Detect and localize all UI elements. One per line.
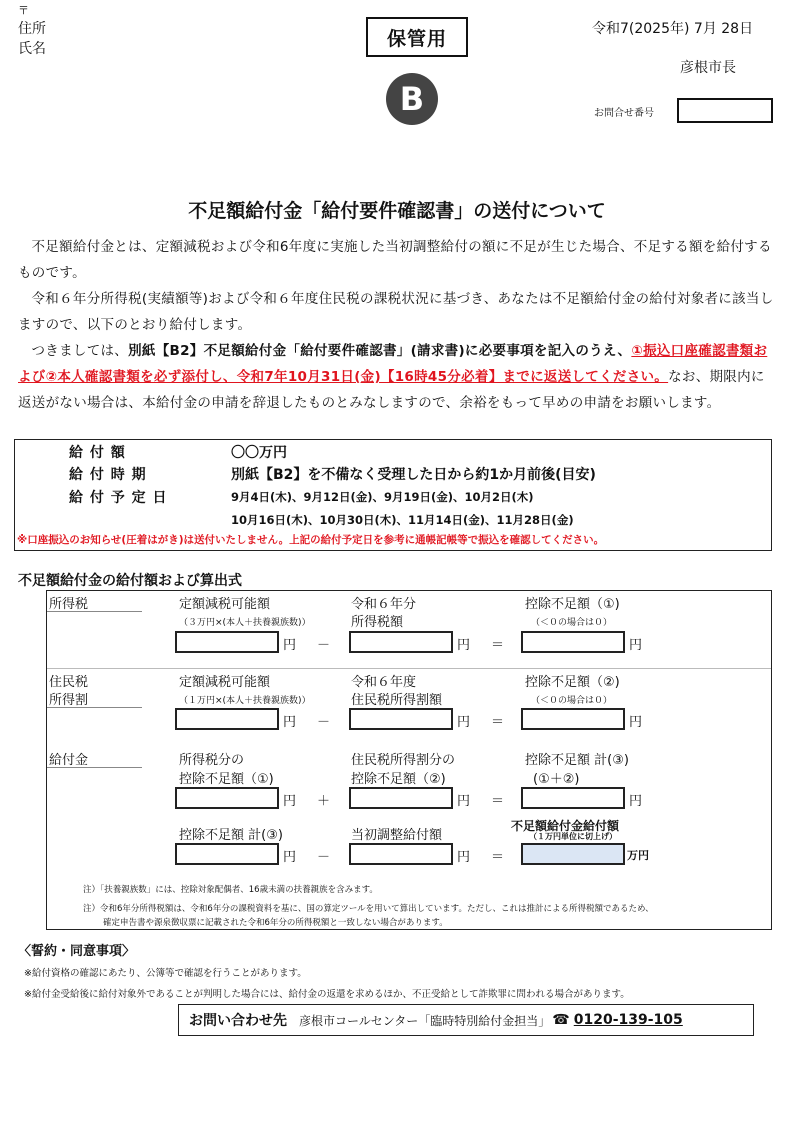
- payment-notice: ※口座振込のお知らせ(圧着はがき)は送付いたしません。上記の給付予定日を参考に通帳記帳等で振込を確認してください。: [17, 534, 605, 546]
- r2-c1-title: 定額減税可能額: [179, 675, 271, 690]
- r3-op-plus: ＋: [317, 794, 331, 809]
- payment-schedule-label: 給 付 予 定 日: [69, 490, 168, 506]
- page-title: 不足額給付金「給付要件確認書」の送付について: [188, 200, 606, 222]
- r1-income-tax-input[interactable]: [349, 631, 453, 653]
- postal-mark: 〒: [18, 4, 29, 17]
- r4-benefit-amount-input[interactable]: [521, 843, 625, 865]
- contact-label: お問い合わせ先: [189, 1013, 287, 1029]
- r4-op-equals: ＝: [491, 850, 505, 865]
- p3-note: なお、期限内に返送がない場合は、本給付金の申請を辞退したものとみなしますので、余裕をもって早めの申請をお願いします。: [18, 369, 765, 411]
- r1-c1-sub: （３万円×(本人＋扶養親族数)）: [179, 618, 311, 628]
- issue-date: 令和7(2025年) 7月 28日: [592, 21, 754, 37]
- r4-c3-title: 不足額給付金給付額: [511, 819, 620, 833]
- r1-shortfall-input[interactable]: [521, 631, 625, 653]
- r3-op-equals: ＝: [491, 794, 505, 809]
- r3-unit-1: 円: [283, 794, 297, 809]
- r3-c3-title-1: 控除不足額 計(③): [525, 753, 629, 768]
- p3-deadline: ①振込口座確認書類および②本人確認書類を必ず添付し、令和7年10月31日(金)【16時45分必着】までに返送してください。: [18, 343, 768, 385]
- r2-unit-3: 円: [629, 715, 643, 730]
- payment-timing-label: 給 付 時 期: [69, 467, 147, 483]
- payment-timing-value: 別紙【B2】を不備なく受理した日から約1か月前後(目安): [231, 467, 596, 483]
- contact-phone[interactable]: 0120-139-105: [573, 1012, 683, 1028]
- r2-c3-title: 控除不足額（②): [525, 675, 620, 690]
- r2-c1-sub: （１万円×(本人＋扶養親族数)）: [179, 696, 311, 706]
- r2-unit-1: 円: [283, 715, 297, 730]
- r3-c2-title-1: 住民税所得割分の: [351, 753, 456, 768]
- r3-c1-title-1: 所得税分の: [179, 753, 245, 768]
- r4-unit-1: 円: [283, 850, 297, 865]
- r1-c2-title-1: 令和６年分: [351, 597, 417, 612]
- row-benefit-label: 給付金: [49, 753, 89, 768]
- calc-note-2-line-2: 確定申告書や源泉徴収票に記載された令和6年分の所得税額と一致しない場合があります。: [103, 918, 448, 928]
- r1-unit-1: 円: [283, 638, 297, 653]
- r3-resident-shortfall-input[interactable]: [349, 787, 453, 809]
- r4-op-minus: －: [317, 850, 331, 865]
- r4-unit-2: 円: [457, 850, 471, 865]
- r4-c3-sub: （１万円単位に切上げ）: [529, 832, 617, 841]
- row-resident-tax-label-2: 所得割: [49, 693, 89, 708]
- r3-unit-2: 円: [457, 794, 471, 809]
- calc-note-2-line-1: 注）令和6年分所得税額は、令和6年分の課税資料を基に、国の算定ツールを用いて算出しています。ただし、これは推計による所得税額であるため、: [83, 904, 654, 914]
- row-income-tax-label: 所得税: [49, 597, 89, 612]
- r2-op-equals: ＝: [491, 715, 505, 730]
- r4-unit-man-yen: 万円: [627, 849, 649, 862]
- r3-c1-title-2: 控除不足額（①): [179, 772, 274, 787]
- issuer: 彦根市長: [680, 60, 736, 76]
- payment-schedule-line-1: 9月4日(木)、9月12日(金)、9月19日(金)、10月2日(木): [231, 490, 534, 504]
- r2-c2-title-2: 住民税所得割額: [351, 693, 443, 708]
- pledge-heading: 〈誓約・同意事項〉: [18, 944, 136, 959]
- calc-heading: 不足額給付金の給付額および算出式: [18, 573, 242, 589]
- calc-box: [46, 590, 772, 930]
- r1-op-equals: ＝: [491, 638, 505, 653]
- payment-box: [14, 439, 772, 551]
- r3-unit-3: 円: [629, 794, 643, 809]
- payment-schedule-line-2: 10月16日(木)、10月30日(木)、11月14日(金)、11月28日(金): [231, 513, 574, 527]
- phone-icon: ☎: [552, 1012, 570, 1028]
- p3-lead: つきましては、: [31, 343, 129, 359]
- r1-c2-title-2: 所得税額: [351, 615, 404, 630]
- p3-form-instruction: 別紙【B2】不足額給付金「給付要件確認書」(請求書)に必要事項を記入のうえ、: [128, 343, 632, 359]
- intro-paragraph-2: 令和６年分所得税(実績額等)および令和６年度住民税の課税状況に基づき、あなたは不足額給付金の給付対象者に該当しますので、以下のとおり給付します。: [18, 291, 774, 333]
- r4-c1-title: 控除不足額 計(③): [179, 828, 283, 843]
- contact-box: [178, 1004, 754, 1036]
- r3-c3-title-2: (①＋②): [533, 772, 580, 787]
- r3-c2-title-2: 控除不足額（②): [351, 772, 446, 787]
- r2-c3-sub: （＜０の場合は０）: [531, 696, 613, 706]
- r1-c1-title: 定額減税可能額: [179, 597, 271, 612]
- storage-label: 保管用: [366, 17, 468, 57]
- badge-b: B: [386, 73, 438, 125]
- r1-unit-2: 円: [457, 638, 471, 653]
- r1-op-minus: －: [317, 638, 331, 653]
- r2-c2-title-1: 令和６年度: [351, 675, 417, 690]
- r2-shortfall-input[interactable]: [521, 708, 625, 730]
- payment-amount-value: 〇〇万円: [231, 445, 287, 461]
- r2-unit-2: 円: [457, 715, 471, 730]
- r2-resident-tax-input[interactable]: [349, 708, 453, 730]
- r3-income-shortfall-input[interactable]: [175, 787, 279, 809]
- r4-c2-title: 当初調整給付額: [351, 828, 443, 843]
- contact-center: 彦根市コールセンター「臨時特別給付金担当」: [299, 1013, 551, 1028]
- calc-note-1: 注）「扶養親族数」には、控除対象配偶者、16歳未満の扶養親族を含みます。: [83, 885, 378, 895]
- inquiry-number-box[interactable]: [677, 98, 773, 123]
- r3-total-shortfall-input[interactable]: [521, 787, 625, 809]
- payment-amount-label: 給 付 額: [69, 445, 126, 461]
- r1-unit-3: 円: [629, 638, 643, 653]
- r2-op-minus: －: [317, 715, 331, 730]
- intro-paragraph-3: [18, 338, 774, 416]
- address-label: 住所: [18, 21, 46, 37]
- r2-fixed-reduction-input[interactable]: [175, 708, 279, 730]
- pledge-item-1: ※給付資格の確認にあたり、公簿等で確認を行うことがあります。: [24, 968, 307, 979]
- inquiry-number-label: お問合せ番号: [594, 108, 654, 119]
- r4-total-shortfall-input[interactable]: [175, 843, 279, 865]
- intro-paragraph-1: 不足額給付金とは、定額減税および令和6年度に実施した当初調整給付の額に不足が生じた場合、不足する額を給付するものです。: [18, 239, 772, 281]
- r4-initial-adjustment-input[interactable]: [349, 843, 453, 865]
- pledge-item-2: ※給付金受給後に給付対象外であることが判明した場合には、給付金の返還を求めるほか、不正受給として詐欺罪に問われる場合があります。: [24, 989, 630, 1000]
- row-resident-tax-label-1: 住民税: [49, 675, 89, 690]
- r1-c3-sub: （＜０の場合は０）: [531, 618, 613, 628]
- name-label: 氏名: [18, 41, 46, 57]
- r1-c3-title: 控除不足額（①): [525, 597, 620, 612]
- r1-fixed-reduction-input[interactable]: [175, 631, 279, 653]
